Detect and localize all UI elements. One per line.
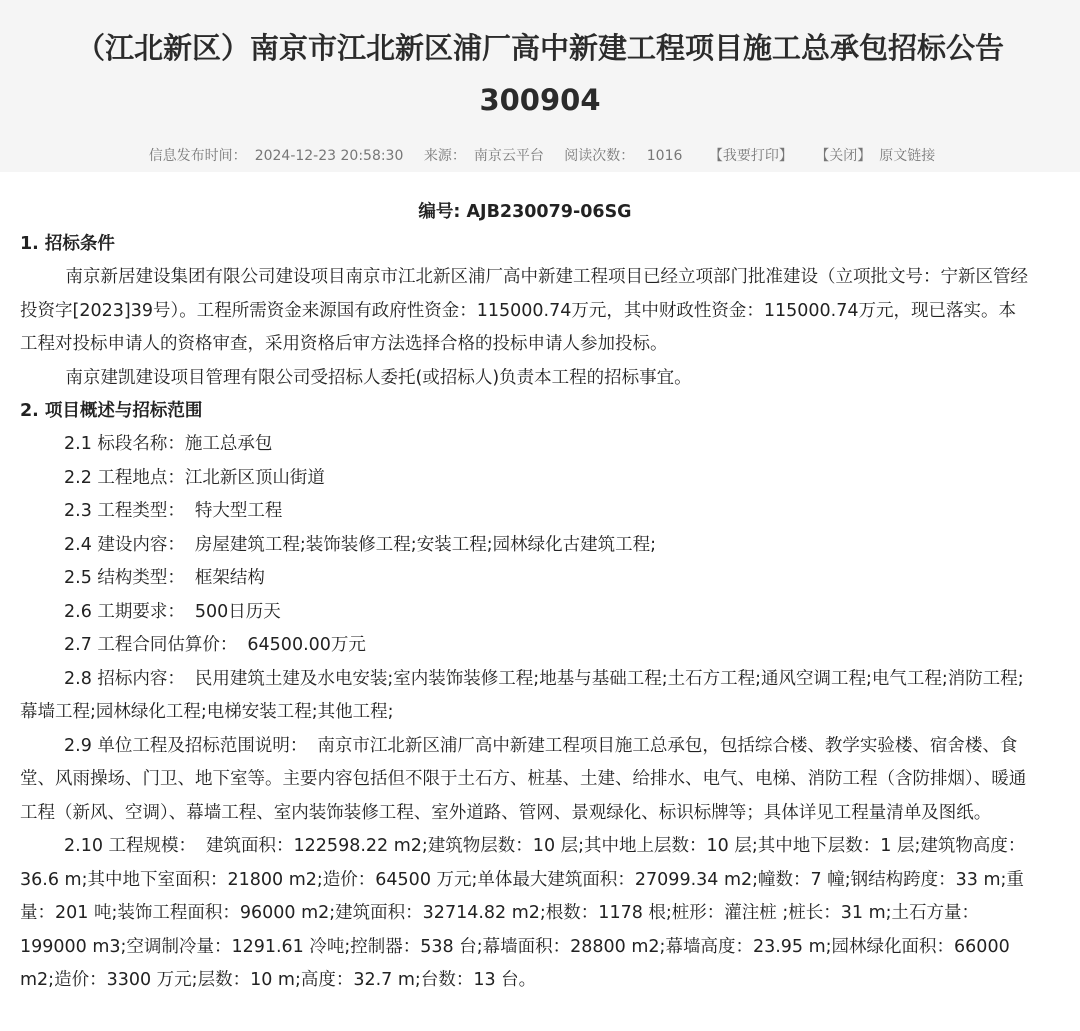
item-value: 民用建筑土建及水电安装;室内装饰装修工程;地基与基础工程;土石方工程;通风空调工程;电气工程;消防工程;幕墙工程;园林绿化工程;电梯安装工程;其他工程; [20,668,1024,722]
item-label: 2.7 工程合同估算价： [64,635,238,655]
item-2-7 [20,629,1030,663]
article-body [0,196,1080,998]
item-value: 框架结构 [194,568,265,588]
source-label: 来源： [423,148,466,164]
item-label: 2.1 标段名称： [64,434,185,454]
item-2-4 [20,529,1030,563]
item-2-6 [20,596,1030,630]
section-1-paragraph-1: 南京新居建设集团有限公司建设项目南京市江北新区浦厂高中新建工程项目已经立项部门批准建设（立项批文号：宁新区管经投资字[2023]39号）。工程所需资金来源国有政府性资金：115000.74万元，其中财政性资金：115000.74万元，现已落实。本工程对投标申请人的资格审查，采用资格后审方法选择合格的投标申请人参加投标。 [20,267,1028,354]
read-count [560,148,686,164]
item-value: 南京市江北新区浦厂高中新建工程项目施工总承包，包括综合楼、教学实验楼、宿舍楼、食堂、风雨操场、门卫、地下室等。主要内容包括但不限于土石方、桩基、土建、给排水、电气、电梯、消防工程（含防排烟）、暖通工程（新风、空调）、幕墙工程、室内装饰装修工程、室外道路、管网、景观绿化、标识标牌等；具体详见工程量清单及图纸。 [20,735,1027,823]
close-link[interactable]: 【关闭】 [815,148,872,164]
item-value: 特大型工程 [194,501,283,521]
page-title: （江北新区）南京市江北新区浦厂高中新建工程项目施工总承包招标公告300904 [75,31,1004,117]
section-2-title: 2. 项目概述与招标范围 [20,401,203,421]
item-2-3 [20,495,1030,529]
article-header [0,0,1080,172]
original-link[interactable]: 原文链接 [879,148,936,164]
item-label: 2.9 单位工程及招标范围说明： [64,735,308,756]
section-1-paragraph-2: 南京建凯建设项目管理有限公司受招标人委托(或招标人)负责本工程的招标事宜。 [65,367,692,388]
item-2-9 [20,730,1030,831]
article-meta [0,145,1080,165]
item-2-10 [20,830,1030,998]
item-label: 2.6 工期要求： [64,601,185,622]
item-label: 2.10 工程规模： [64,836,197,856]
item-2-2 [20,462,1030,496]
publish-time [145,148,408,164]
source-value: 南京云平台 [473,148,544,164]
item-value: 江北新区顶山街道 [184,467,325,488]
publish-time-label: 信息发布时间： [148,148,247,164]
item-2-5 [20,562,1030,596]
print-link[interactable]: 【我要打印】 [708,148,793,164]
publish-time-value: 2024-12-23 20:58:30 [254,148,404,164]
section-1-title: 1. 招标条件 [20,234,115,254]
item-value: 500日历天 [194,601,281,622]
bid-code: 编号: AJB230079-06SG [418,202,632,222]
item-2-8 [20,663,1030,730]
item-label: 2.8 招标内容： [64,668,185,689]
item-label: 2.2 工程地点： [64,467,185,488]
item-label: 2.3 工程类型： [64,501,185,521]
item-value: 64500.00万元 [247,635,366,655]
read-count-value: 1016 [646,148,683,164]
item-label: 2.5 结构类型： [64,568,185,588]
read-count-label: 阅读次数： [564,148,635,164]
item-value: 房屋建筑工程;装饰装修工程;安装工程;园林绿化古建筑工程; [194,534,656,555]
item-2-1 [20,428,1030,462]
item-label: 2.4 建设内容： [64,534,185,555]
item-value: 建筑面积：122598.22 m2;建筑物层数：10 层;其中地上层数：10 层;其中地下层数：1 层;建筑物高度：36.6 m;其中地下室面积：21800 m2;造价：64500 万元;单体最大建筑面积：27099.34 m2;幢数：7 幢;钢结构跨度：33 m;重量：201 吨;装饰工程面积：96000 m2;建筑面积：32714.82 m2;根数：1178 根;桩形：灌注桩 ;桩长：31 m;土石方量：199000 m3;空调制冷量：1291.61 冷吨;控制器：538 台;幕墙面积：28800 m2;幕墙高度：23.95 m;园林绿化面积：66000 m2;造价：3300 万元;层数：10 m;高度：32.7 m;台数：13 台。 [20,836,1026,990]
source [420,148,548,164]
item-value: 施工总承包 [184,434,273,454]
